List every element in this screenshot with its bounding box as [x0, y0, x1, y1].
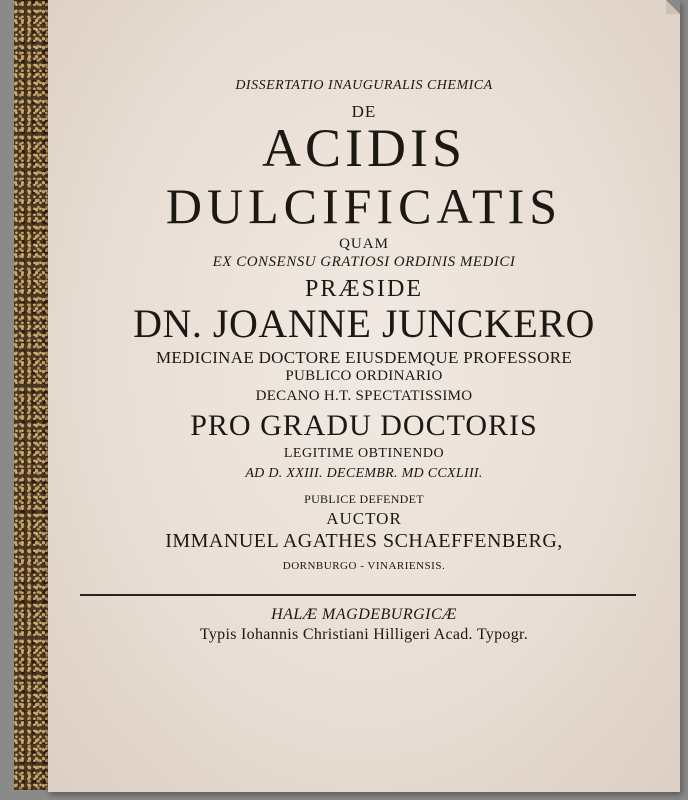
praeses-title-1: MEDICINAE DOCTORE EIUSDEMQUE PROFESSORE	[155, 348, 573, 367]
book-spine	[14, 0, 52, 790]
praeside-line: PRÆSIDE	[304, 276, 424, 302]
author-origin: DORNBURGO - VINARIENSIS.	[282, 560, 446, 572]
praeses-title-2: PUBLICO ORDINARIO	[285, 368, 443, 384]
title-page	[48, 0, 680, 792]
praeses-name: DN. JOANNE JUNCKERO	[133, 301, 595, 346]
auctor-line: AUCTOR	[326, 509, 402, 528]
imprint-printer: Typis Iohannis Christiani Hilligeri Acad. Typogr.	[199, 626, 529, 643]
author-name: IMMANUEL AGATHES SCHAEFFENBERG,	[165, 530, 563, 552]
main-title-line-1: ACIDIS	[261, 118, 466, 178]
obtain-line: LEGITIME OBTINENDO	[283, 446, 445, 461]
title-preposition: DE	[351, 102, 377, 121]
praeses-title-3: DECANO H.T. SPECTATISSIMO	[255, 388, 473, 404]
main-title-line-2: DULCIFICATIS	[165, 178, 563, 234]
defend-line: PUBLICE DEFENDET	[304, 492, 424, 506]
dissertation-type: DISSERTATIO INAUGURALIS CHEMICA	[235, 78, 493, 93]
page-corner-fold	[666, 0, 680, 14]
consent-line: EX CONSENSU GRATIOSI ORDINIS MEDICI	[212, 254, 516, 270]
date-line: AD D. XXIII. DECEMBR. MD CCXLIII.	[245, 466, 483, 481]
imprint-place: HALÆ MAGDEBURGICÆ	[271, 606, 457, 623]
imprint-divider	[80, 594, 636, 596]
degree-line: PRO GRADU DOCTORIS	[190, 409, 538, 442]
quam-line: QUAM	[339, 236, 389, 252]
